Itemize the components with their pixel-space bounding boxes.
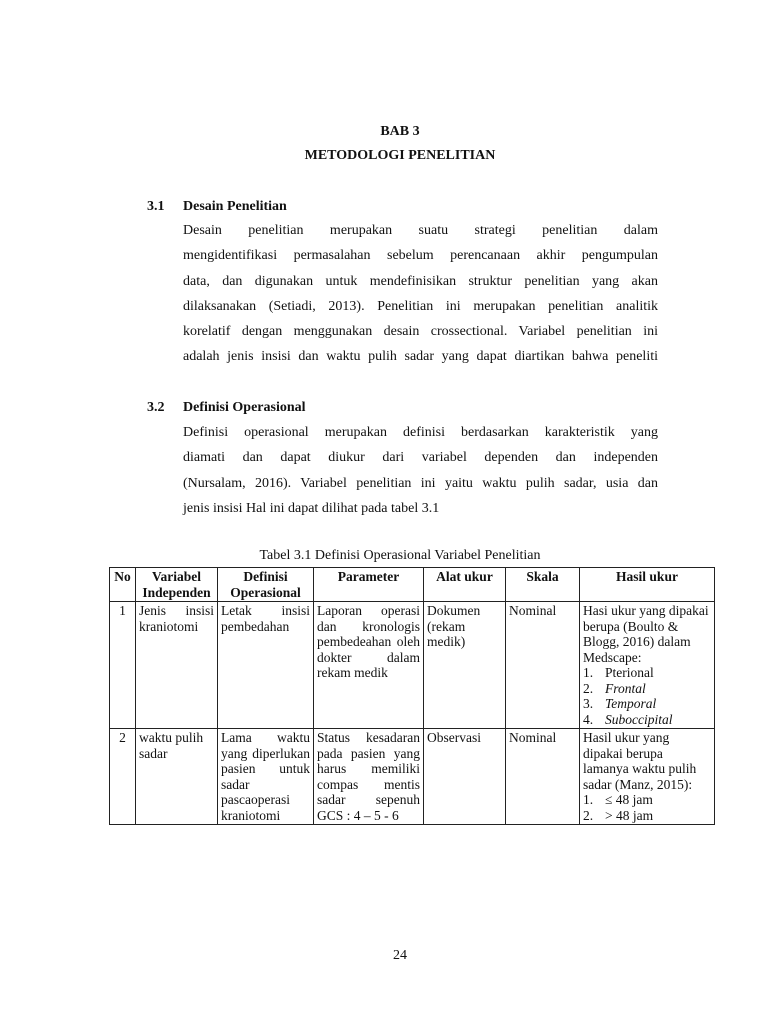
cell-parameter: Status kesadaran pada pasien yang harus memiliki compas mentis sadar sepenuh GCS : 4 – 5 - 6 (314, 729, 424, 825)
cell-hasil-ukur (580, 729, 715, 825)
paragraph-line: Definisi operasional merupakan definisi berdasarkan karakteristik yang (183, 425, 658, 440)
paragraph-line: Desain penelitian merupakan suatu strategi penelitian dalam (183, 223, 658, 238)
hasil-intro: Hasi ukur yang dipakai berupa (Boulto & Blogg, 2016) dalam Medscape: (583, 603, 709, 665)
list-item: 2. Frontal (583, 680, 646, 696)
chapter-number: BAB 3 (380, 124, 420, 139)
paragraph-line: korelatif dengan menggunakan desain crossectional. Variabel penelitian ini (183, 324, 658, 340)
header-parameter: Parameter (314, 568, 424, 602)
hasil-list (583, 665, 711, 727)
header-hasil-ukur: Hasil ukur (580, 568, 715, 602)
definition-table (109, 567, 715, 825)
hasil-list (583, 792, 711, 823)
paragraph-line: mengidentifikasi permasalahan sebelum perencanaan akhir pengumpulan (183, 248, 658, 264)
section-number-3-2: 3.2 (147, 400, 165, 415)
cell-definisi: Letak insisi pembedahan (218, 602, 314, 729)
cell-no: 2 (110, 729, 136, 825)
header-variabel: Variabel Independen (136, 568, 218, 602)
hasil-intro: Hasil ukur yang dipakai berupa lamanya waktu pulih sadar (Manz, 2015): (583, 730, 697, 792)
paragraph-line: adalah jenis insisi dan waktu pulih sadar yang dapat diartikan bahwa peneliti (183, 349, 658, 365)
list-item: 3. Temporal (583, 696, 657, 711)
header-definisi: Definisi Operasional (218, 568, 314, 602)
section-title-definisi: Definisi Operasional (183, 400, 306, 415)
section-title-desain: Desain Penelitian (183, 199, 287, 214)
header-alat-ukur: Alat ukur (424, 568, 506, 602)
header-no: No (110, 568, 136, 602)
paragraph-line: jenis insisi Hal ini dapat dilihat pada tabel 3.1 (183, 500, 440, 516)
list-item: 2. > 48 jam (583, 807, 654, 823)
cell-skala: Nominal (506, 729, 580, 825)
chapter-title: METODOLOGI PENELITIAN (304, 148, 496, 163)
cell-alat-ukur: Dokumen (rekam medik) (424, 602, 506, 729)
cell-alat-ukur: Observasi (424, 729, 506, 825)
table-row (110, 602, 715, 729)
table-caption: Tabel 3.1 Definisi Operasional Variabel Penelitian (259, 548, 541, 563)
cell-variabel: waktu pulih sadar (136, 729, 218, 825)
page-number: 24 (393, 948, 407, 963)
list-item: 1. ≤ 48 jam (583, 792, 653, 807)
cell-skala: Nominal (506, 602, 580, 729)
cell-variabel: Jenis insisi kraniotomi (136, 602, 218, 729)
cell-parameter: Laporan operasi dan kronologis pembedeahan oleh dokter dalam rekam medik (314, 602, 424, 729)
section-paragraph-definisi (183, 420, 658, 521)
section-paragraph-desain (183, 218, 658, 370)
paragraph-line: diamati dan dapat diukur dari variabel dependen dan independen (183, 450, 658, 466)
header-skala: Skala (506, 568, 580, 602)
table-header-row (110, 568, 715, 602)
paragraph-line: dilaksanakan (Setiadi, 2013). Penelitian ini merupakan penelitian analitik (183, 298, 658, 314)
cell-hasil-ukur (580, 602, 715, 729)
paragraph-line: (Nursalam, 2016). Variabel penelitian ini yaitu waktu pulih sadar, usia dan (183, 475, 658, 491)
table-row (110, 729, 715, 825)
section-number-3-1: 3.1 (147, 199, 165, 214)
cell-definisi: Lama waktu yang diperlukan pasien untuk sadar pascaoperasi kraniotomi (218, 729, 314, 825)
list-item: 4. Suboccipital (583, 711, 673, 727)
cell-no: 1 (110, 602, 136, 729)
list-item: 1. Pterional (583, 665, 654, 680)
paragraph-line: data, dan digunakan untuk mendefinisikan struktur penelitian yang akan (183, 273, 658, 289)
